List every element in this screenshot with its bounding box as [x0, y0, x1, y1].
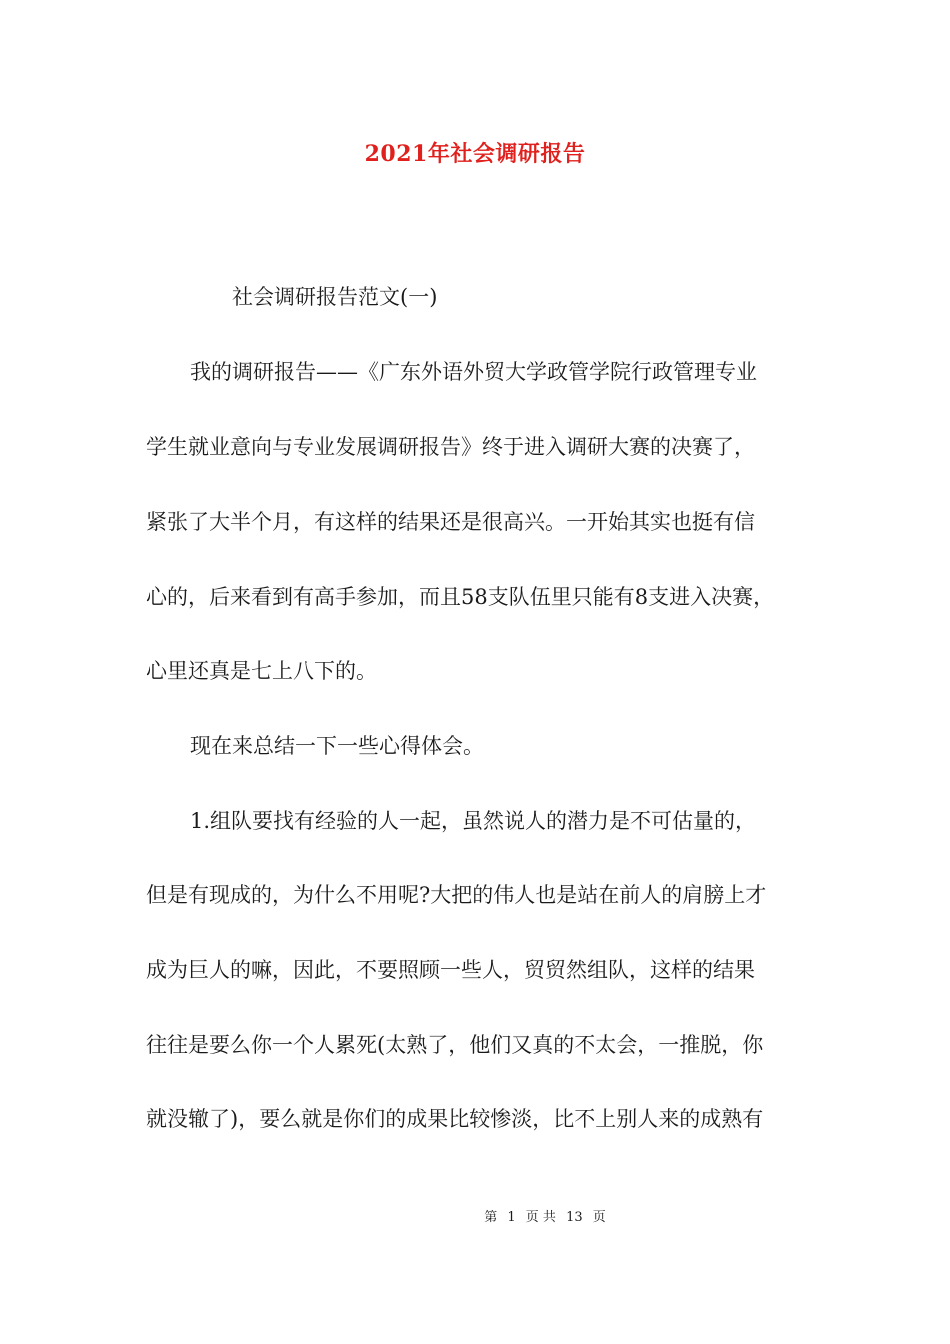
paragraph-line: 学生就业意向与专业发展调研报告》终于进入调研大赛的决赛了， — [146, 435, 755, 459]
paragraph-line: 成为巨人的嘛，因此，不要照顾一些人，贸贸然组队，这样的结果 — [146, 958, 755, 982]
paragraph-line: 我的调研报告——《广东外语外贸大学政管学院行政管理专业 — [190, 360, 757, 384]
document-title: 2021年社会调研报告 — [364, 141, 586, 167]
paragraph-line: 但是有现成的，为什么不用呢?大把的伟人也是站在前人的肩膀上才 — [146, 883, 767, 907]
paragraph-line: 紧张了大半个月，有这样的结果还是很高兴。一开始其实也挺有信 — [146, 510, 755, 534]
footer-total-pages: 13 — [566, 1210, 583, 1225]
paragraph-line: 1.组队要找有经验的人一起，虽然说人的潜力是不可估量的， — [190, 809, 757, 833]
footer-prefix: 第 — [484, 1210, 498, 1225]
paragraph-line: 心的，后来看到有高手参加，而且58支队伍里只能有8支进入决赛， — [146, 585, 775, 609]
footer-suffix: 页 — [592, 1210, 606, 1225]
page-footer — [0, 1208, 950, 1228]
footer-middle: 页 共 — [525, 1210, 556, 1225]
paragraph-line: 往往是要么你一个人累死(太熟了，他们又真的不太会，一推脱，你 — [146, 1033, 764, 1057]
paragraph-line: 现在来总结一下一些心得体会。 — [190, 734, 484, 758]
paragraph-line: 心里还真是七上八下的。 — [146, 659, 377, 683]
subtitle-line: 社会调研报告范文(一) — [232, 285, 438, 309]
paragraph-line: 就没辙了)，要么就是你们的成果比较惨淡，比不上别人来的成熟有 — [146, 1107, 764, 1131]
footer-page-number: 1 — [507, 1210, 516, 1225]
